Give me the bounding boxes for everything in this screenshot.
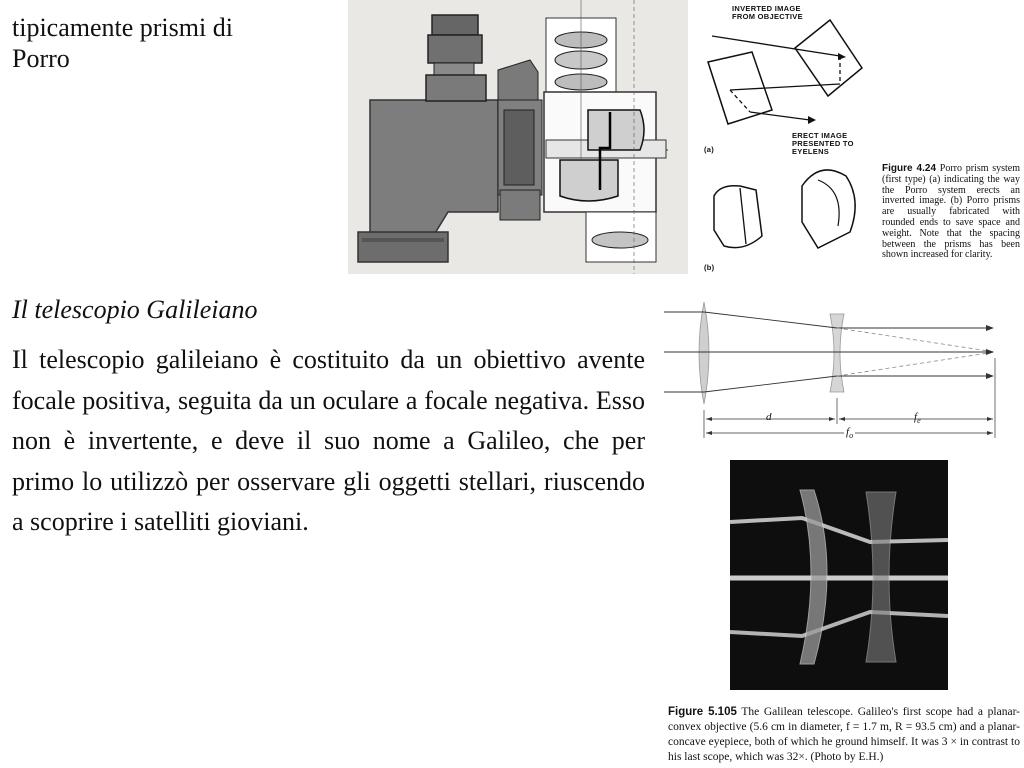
panel-a-label: (a)	[704, 145, 715, 154]
label-fe-main: f	[914, 411, 918, 423]
porro-caption-title: Figure 4.24	[882, 163, 937, 174]
galilean-caption-title: Figure 5.105	[668, 706, 737, 718]
ray-diagram-svg	[660, 298, 1024, 448]
panel-b-label: (b)	[704, 263, 715, 272]
binocular-illustration	[348, 0, 688, 274]
porro-prism-figure	[700, 0, 1024, 278]
label-inverted-image: INVERTED IMAGE FROM OBJECTIVE	[732, 4, 803, 21]
galilean-telescope-photo	[730, 460, 948, 690]
galilean-caption-text: The Galilean telescope. Galileo's first scope had a planar-convex objective (5.6 cm in diameter, f = 1.7 m, R = 93.5 cm) and a planar-concave eyepiece, both of which he ground himself. It was 3 × in contrast to his last scope, which was 32×. (Photo by E.H.)	[668, 706, 1020, 763]
porro-caption-text: Porro prism system (first type) (a) indicating the way the Porro system erects an inverted image. (b) Porro prisms are usually fabricated with rounded ends to save space and weight. Note that the spacing between the prisms has been shown increased for clarity.	[882, 163, 1020, 261]
galilean-photo-caption	[668, 705, 1020, 765]
label-fe-sub: e	[917, 416, 921, 426]
porro-prism-diagram	[700, 0, 880, 270]
label-d: d	[766, 411, 772, 423]
intro-line-2: Porro	[12, 44, 70, 73]
label-erect-image: ERECT IMAGE PRESENTED TO EYELENS	[792, 131, 854, 156]
body-paragraph: Il telescopio galileiano è costituito da un obiettivo avente focale positiva, seguita da un oculare a focale negativa. Esso non è invertente, e deve il suo nome a Galileo, che per primo lo utilizzò per osservare gli oggetti stellari, riuscendo a scoprire i satelliti gioviani.	[12, 345, 645, 536]
intro-text	[12, 12, 342, 74]
galilean-ray-diagram	[660, 298, 1024, 448]
label-fo-main: f	[846, 426, 850, 438]
label-fo	[844, 426, 855, 440]
label-fo-sub: o	[849, 431, 854, 441]
porro-caption	[882, 164, 1020, 261]
label-fe	[914, 411, 921, 425]
intro-line-1: tipicamente prismi di	[12, 13, 233, 42]
section-heading: Il telescopio Galileiano	[12, 295, 258, 324]
